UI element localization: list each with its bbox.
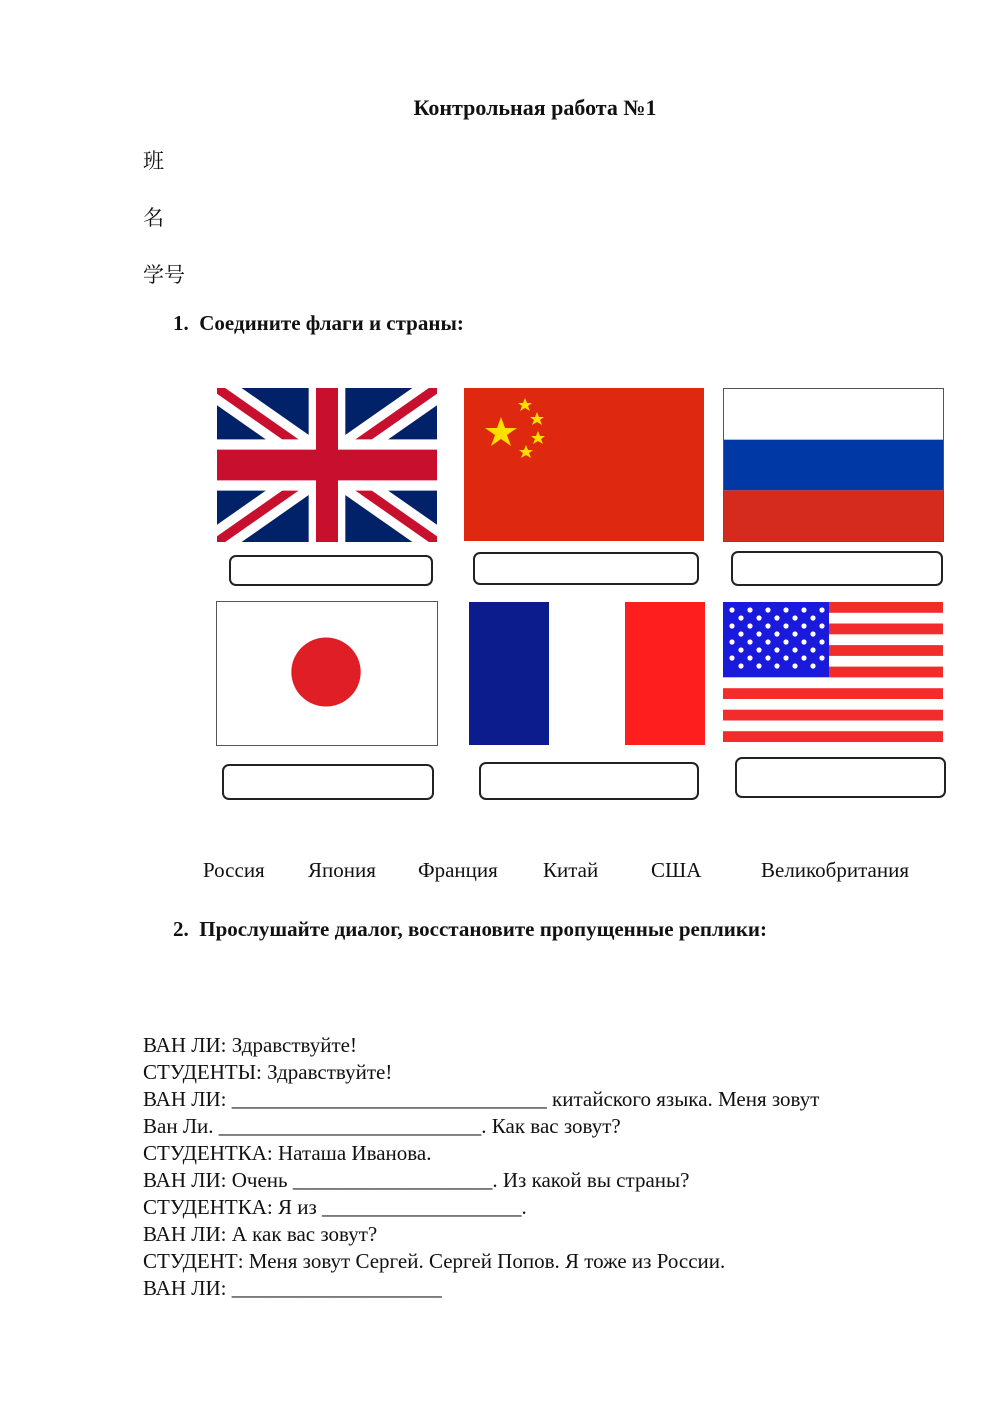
dialogue-line: ВАН ЛИ: Здравствуйте! <box>143 1033 357 1057</box>
answer-box-uk[interactable] <box>229 555 433 586</box>
uk-flag <box>217 388 437 542</box>
dialogue-line: ВАН ЛИ: А как вас зовут? <box>143 1222 378 1246</box>
country-usa: США <box>651 858 702 882</box>
answer-box-france[interactable] <box>479 762 699 800</box>
task2-number: 2. <box>173 917 189 941</box>
dialogue-line: ВАН ЛИ: Очень ___________________. Из какой вы страны? <box>143 1168 690 1192</box>
country-russia: Россия <box>203 858 265 882</box>
dialogue-line: ВАН ЛИ: ____________________ <box>143 1276 442 1300</box>
country-japan: Япония <box>308 858 376 882</box>
answer-box-japan[interactable] <box>222 764 434 800</box>
japan-flag <box>216 601 438 746</box>
country-france: Франция <box>418 858 498 882</box>
france-flag <box>469 602 705 745</box>
usa-flag <box>723 602 943 742</box>
class-label: 班 <box>143 149 164 173</box>
dialogue-line: Ван Ли. _________________________. Как вас зовут? <box>143 1114 621 1138</box>
answer-box-usa[interactable] <box>735 757 946 798</box>
dialogue-line: СТУДЕНТКА: Наташа Иванова. <box>143 1141 432 1165</box>
task1-text: Соедините флаги и страны: <box>199 311 464 335</box>
dialogue-line: СТУДЕНТЫ: Здравствуйте! <box>143 1060 393 1084</box>
task2-text: Прослушайте диалог, восстановите пропущенные реплики: <box>199 917 768 941</box>
answer-box-russia[interactable] <box>731 551 943 586</box>
student-id-label: 学号 <box>143 263 185 287</box>
task2-heading <box>173 917 767 942</box>
dialogue-line: СТУДЕНТ: Меня зовут Сергей. Сергей Попов. Я тоже из России. <box>143 1249 726 1273</box>
russia-flag <box>723 388 944 542</box>
country-uk: Великобритания <box>761 858 909 882</box>
page-title: Контрольная работа №1 <box>413 95 657 120</box>
answer-box-china[interactable] <box>473 552 699 585</box>
task1-number: 1. <box>173 311 189 335</box>
dialogue-line: ВАН ЛИ: ______________________________ китайского языка. Меня зовут <box>143 1087 820 1111</box>
name-label: 名 <box>143 206 164 230</box>
country-china: Китай <box>543 858 599 882</box>
dialogue-line: СТУДЕНТКА: Я из ___________________. <box>143 1195 527 1219</box>
task1-heading <box>173 311 464 336</box>
china-flag <box>464 388 704 541</box>
